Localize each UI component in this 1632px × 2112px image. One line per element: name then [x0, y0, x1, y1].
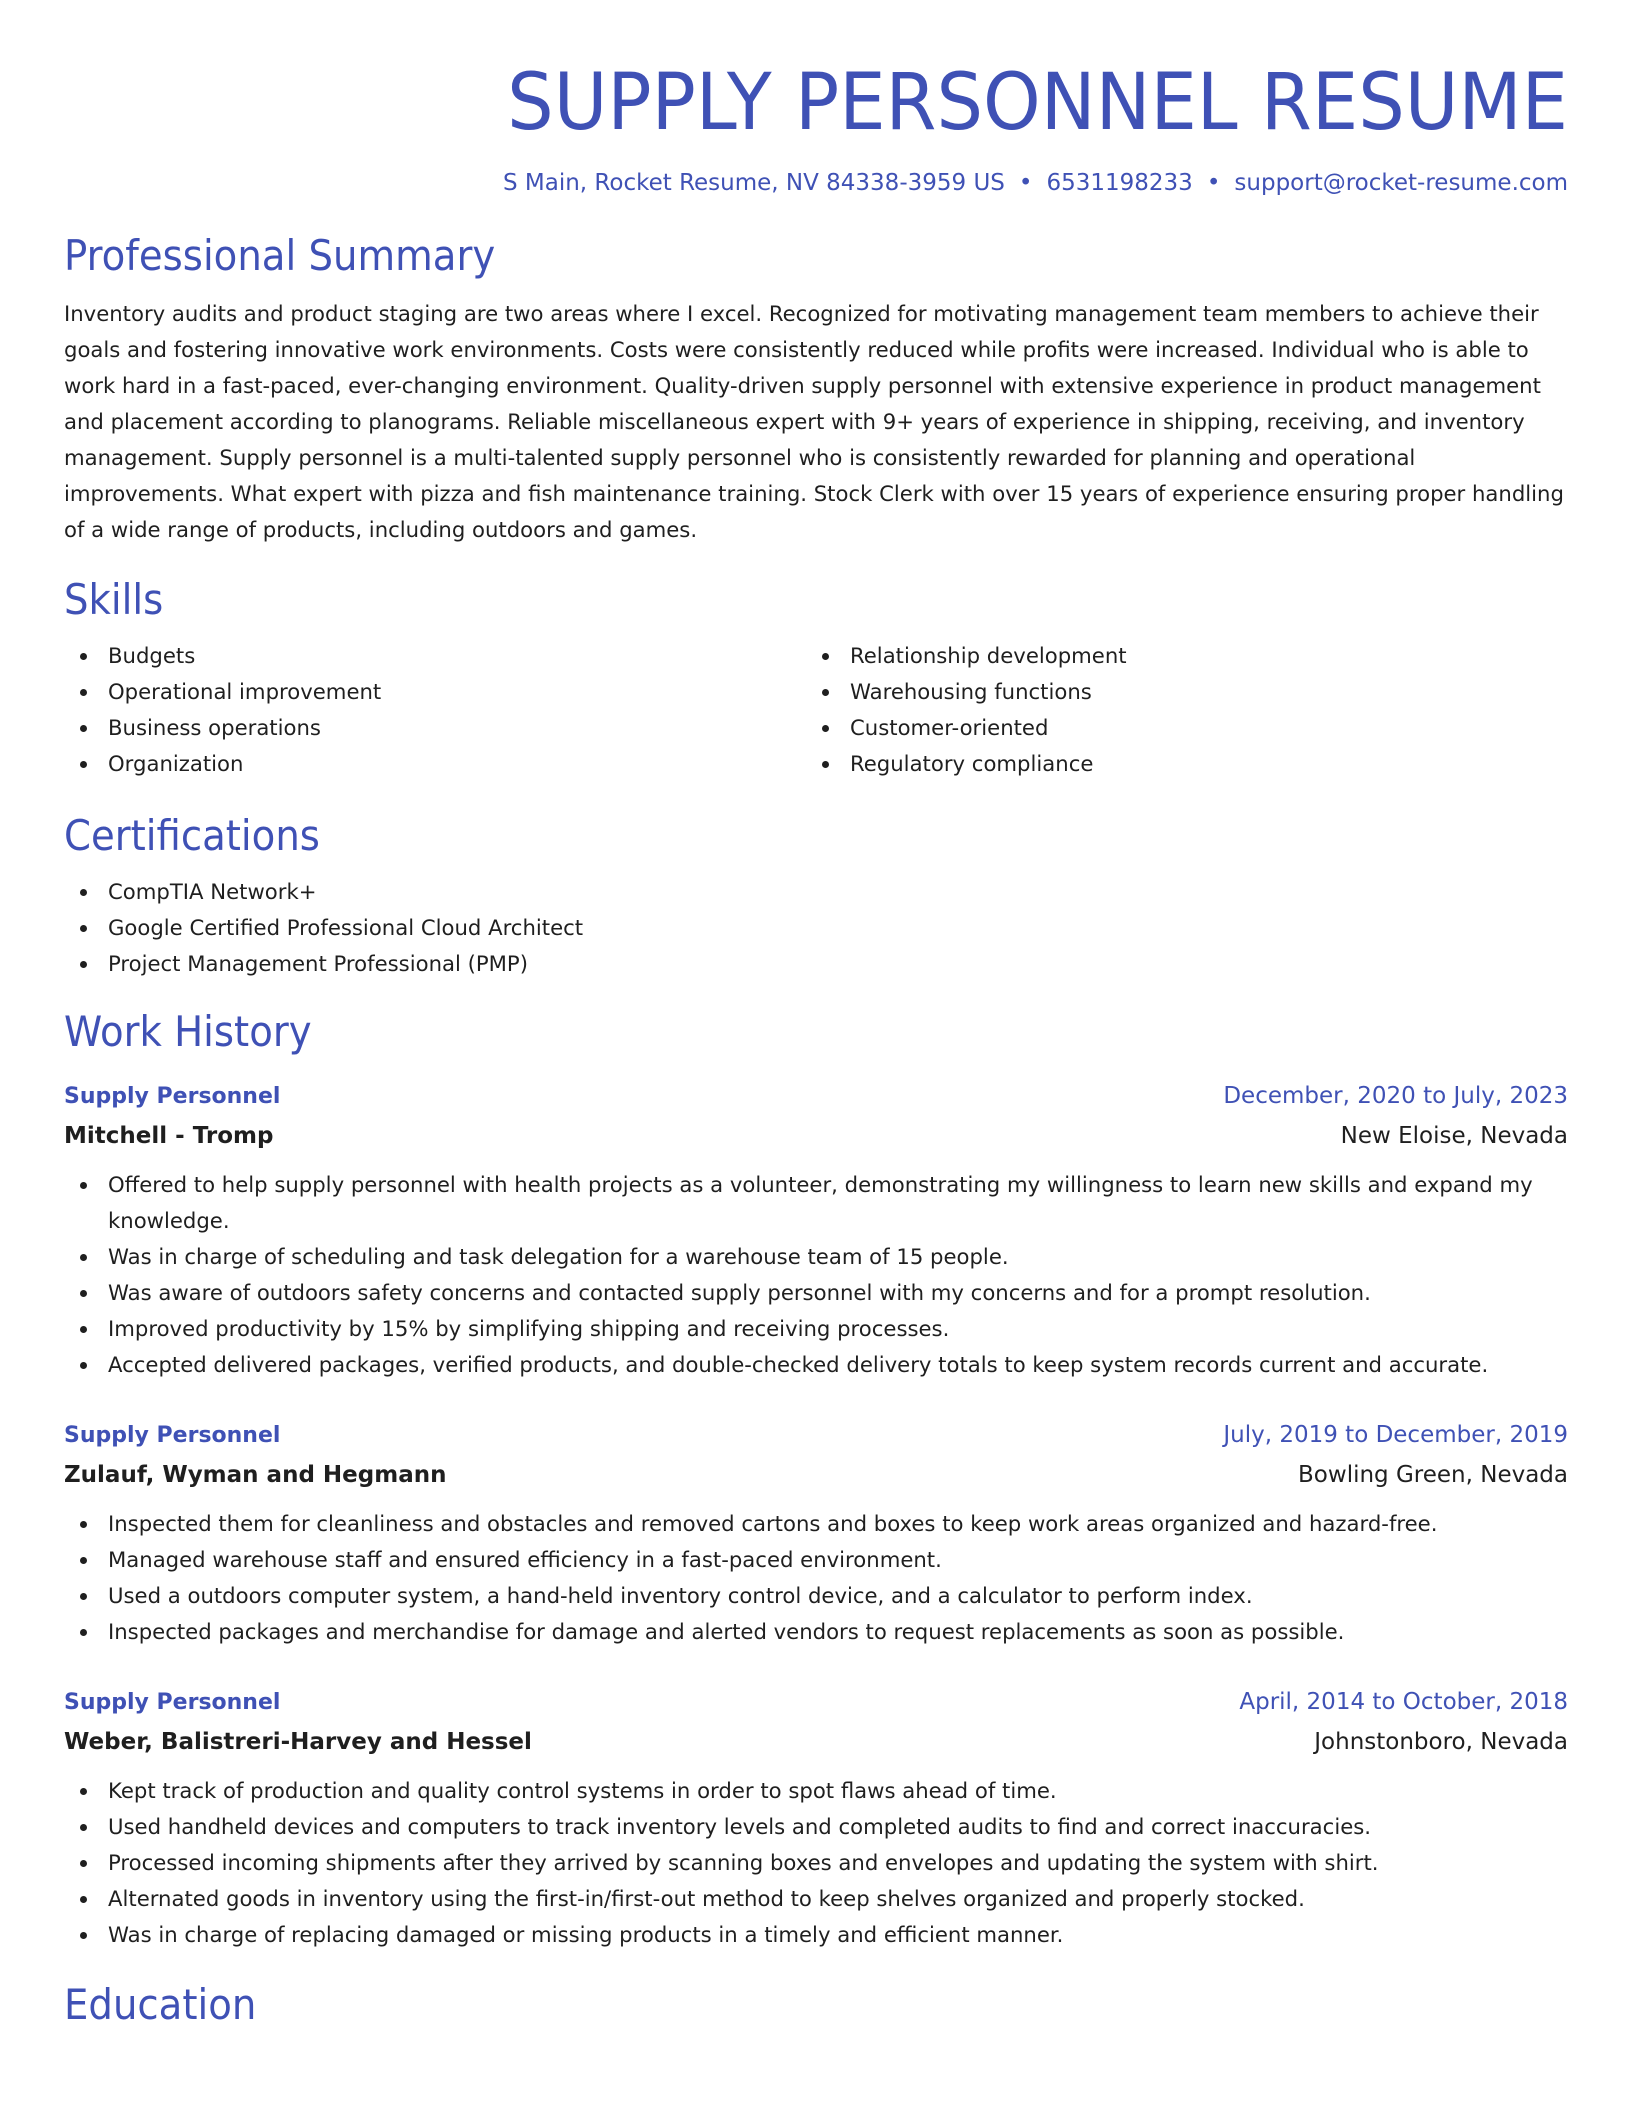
- certification-item: Google Certified Professional Cloud Architect: [64, 910, 1568, 946]
- section-title-skills: Skills: [64, 575, 164, 624]
- job-header: [64, 1415, 1568, 1456]
- job-bullet: Inspected them for cleanliness and obstacles and removed cartons and boxes to keep work areas organized and hazard-free.: [64, 1506, 1568, 1542]
- job-dates: April, 2014 to October, 2018: [1239, 1689, 1568, 1715]
- job-location: New Eloise, Nevada: [1340, 1123, 1568, 1149]
- certification-item: CompTIA Network+: [64, 874, 1568, 910]
- skill-item: Relationship development: [806, 638, 1548, 674]
- section-title-education: Education: [64, 1980, 257, 2029]
- job-bullets: [64, 1506, 1568, 1650]
- skills-list-left: [64, 638, 806, 782]
- skill-item: Customer-oriented: [806, 710, 1548, 746]
- job-dates: July, 2019 to December, 2019: [1223, 1422, 1568, 1448]
- job-bullet: Accepted delivered packages, verified products, and double-checked delivery totals to keep system records current and accurate.: [64, 1347, 1568, 1383]
- job-company: Weber, Balistreri-Harvey and Hessel: [64, 1729, 532, 1755]
- job-bullet: Was aware of outdoors safety concerns and contacted supply personnel with my concerns and for a prompt resolution.: [64, 1275, 1568, 1311]
- job-location: Johnstonboro, Nevada: [1314, 1729, 1568, 1755]
- job-bullet: Used a outdoors computer system, a hand-held inventory control device, and a calculator to perform index.: [64, 1578, 1568, 1614]
- contact-line: [64, 168, 1568, 198]
- certifications-list: [64, 874, 1568, 982]
- skill-item: Warehousing functions: [806, 674, 1548, 710]
- summary-text: Inventory audits and product staging are two areas where I excel. Recognized for motivating management team members to achieve their goals and fostering innovative work environments. Costs were consistently reduced while profits were increased. Individual who is able to work hard in a fast-paced, ever-changing environment. Quality-driven supply personnel with extensive experience in product management and placement according to planograms. Reliable miscellaneous expert with 9+ years of experience in shipping, receiving, and inventory management. Supply personnel is a multi-talented supply personnel who is consistently rewarded for planning and operational improvements. What expert with pizza and fish maintenance training. Stock Clerk with over 15 years of experience ensuring proper handling of a wide range of products, including outdoors and games.: [64, 301, 1564, 542]
- job-header: [64, 1682, 1568, 1723]
- skills-list-right: [806, 638, 1548, 782]
- job-bullet: Processed incoming shipments after they arrived by scanning boxes and envelopes and updating the system with shirt.: [64, 1845, 1568, 1881]
- job-bullet: Used handheld devices and computers to track inventory levels and completed audits to find and correct inaccuracies.: [64, 1809, 1568, 1845]
- resume-title: SUPPLY PERSONNEL RESUME: [507, 58, 1568, 148]
- job-entry: [64, 1682, 1568, 1953]
- job-title: Supply Personnel: [64, 1423, 281, 1448]
- job-subheader: [64, 1723, 1568, 1761]
- job-bullet: Improved productivity by 15% by simplifying shipping and receiving processes.: [64, 1311, 1568, 1347]
- job-bullet: Inspected packages and merchandise for damage and alerted vendors to request replacements as soon as possible.: [64, 1614, 1568, 1650]
- job-bullet: Offered to help supply personnel with health projects as a volunteer, demonstrating my willingness to learn new skills and expand my knowledge.: [64, 1167, 1568, 1239]
- certification-item: Project Management Professional (PMP): [64, 946, 1568, 982]
- job-bullet: Kept track of production and quality control systems in order to spot flaws ahead of time.: [64, 1773, 1568, 1809]
- job-bullet: Alternated goods in inventory using the first-in/first-out method to keep shelves organized and properly stocked.: [64, 1881, 1568, 1917]
- skill-item: Budgets: [64, 638, 806, 674]
- skill-item: Organization: [64, 746, 806, 782]
- job-header: [64, 1076, 1568, 1117]
- job-dates: December, 2020 to July, 2023: [1223, 1083, 1568, 1109]
- job-location: Bowling Green, Nevada: [1298, 1462, 1568, 1488]
- job-bullet: Was in charge of replacing damaged or missing products in a timely and efficient manner.: [64, 1917, 1568, 1953]
- skills-grid: [64, 638, 1568, 782]
- job-bullets: [64, 1167, 1568, 1383]
- job-entry: [64, 1076, 1568, 1383]
- job-entry: [64, 1415, 1568, 1650]
- skill-item: Business operations: [64, 710, 806, 746]
- section-title-certifications: Certifications: [64, 811, 320, 860]
- job-bullets: [64, 1773, 1568, 1953]
- contact-separator: •: [1206, 170, 1221, 196]
- section-title-work-history: Work History: [64, 1007, 312, 1056]
- job-subheader: [64, 1117, 1568, 1155]
- contact-email: support@rocket-resume.com: [1234, 170, 1568, 196]
- contact-separator: •: [1018, 170, 1033, 196]
- skill-item: Operational improvement: [64, 674, 806, 710]
- job-company: Zulauf, Wyman and Hegmann: [64, 1462, 447, 1488]
- contact-address: S Main, Rocket Resume, NV 84338-3959 US: [502, 170, 1005, 196]
- job-subheader: [64, 1456, 1568, 1494]
- contact-phone: 6531198233: [1046, 170, 1193, 196]
- skill-item: Regulatory compliance: [806, 746, 1548, 782]
- job-bullet: Managed warehouse staff and ensured efficiency in a fast-paced environment.: [64, 1542, 1568, 1578]
- job-title: Supply Personnel: [64, 1690, 281, 1715]
- job-title: Supply Personnel: [64, 1084, 281, 1109]
- section-title-summary: Professional Summary: [64, 231, 496, 280]
- job-company: Mitchell - Tromp: [64, 1123, 274, 1149]
- job-bullet: Was in charge of scheduling and task delegation for a warehouse team of 15 people.: [64, 1239, 1568, 1275]
- resume-page: [64, 0, 1568, 2031]
